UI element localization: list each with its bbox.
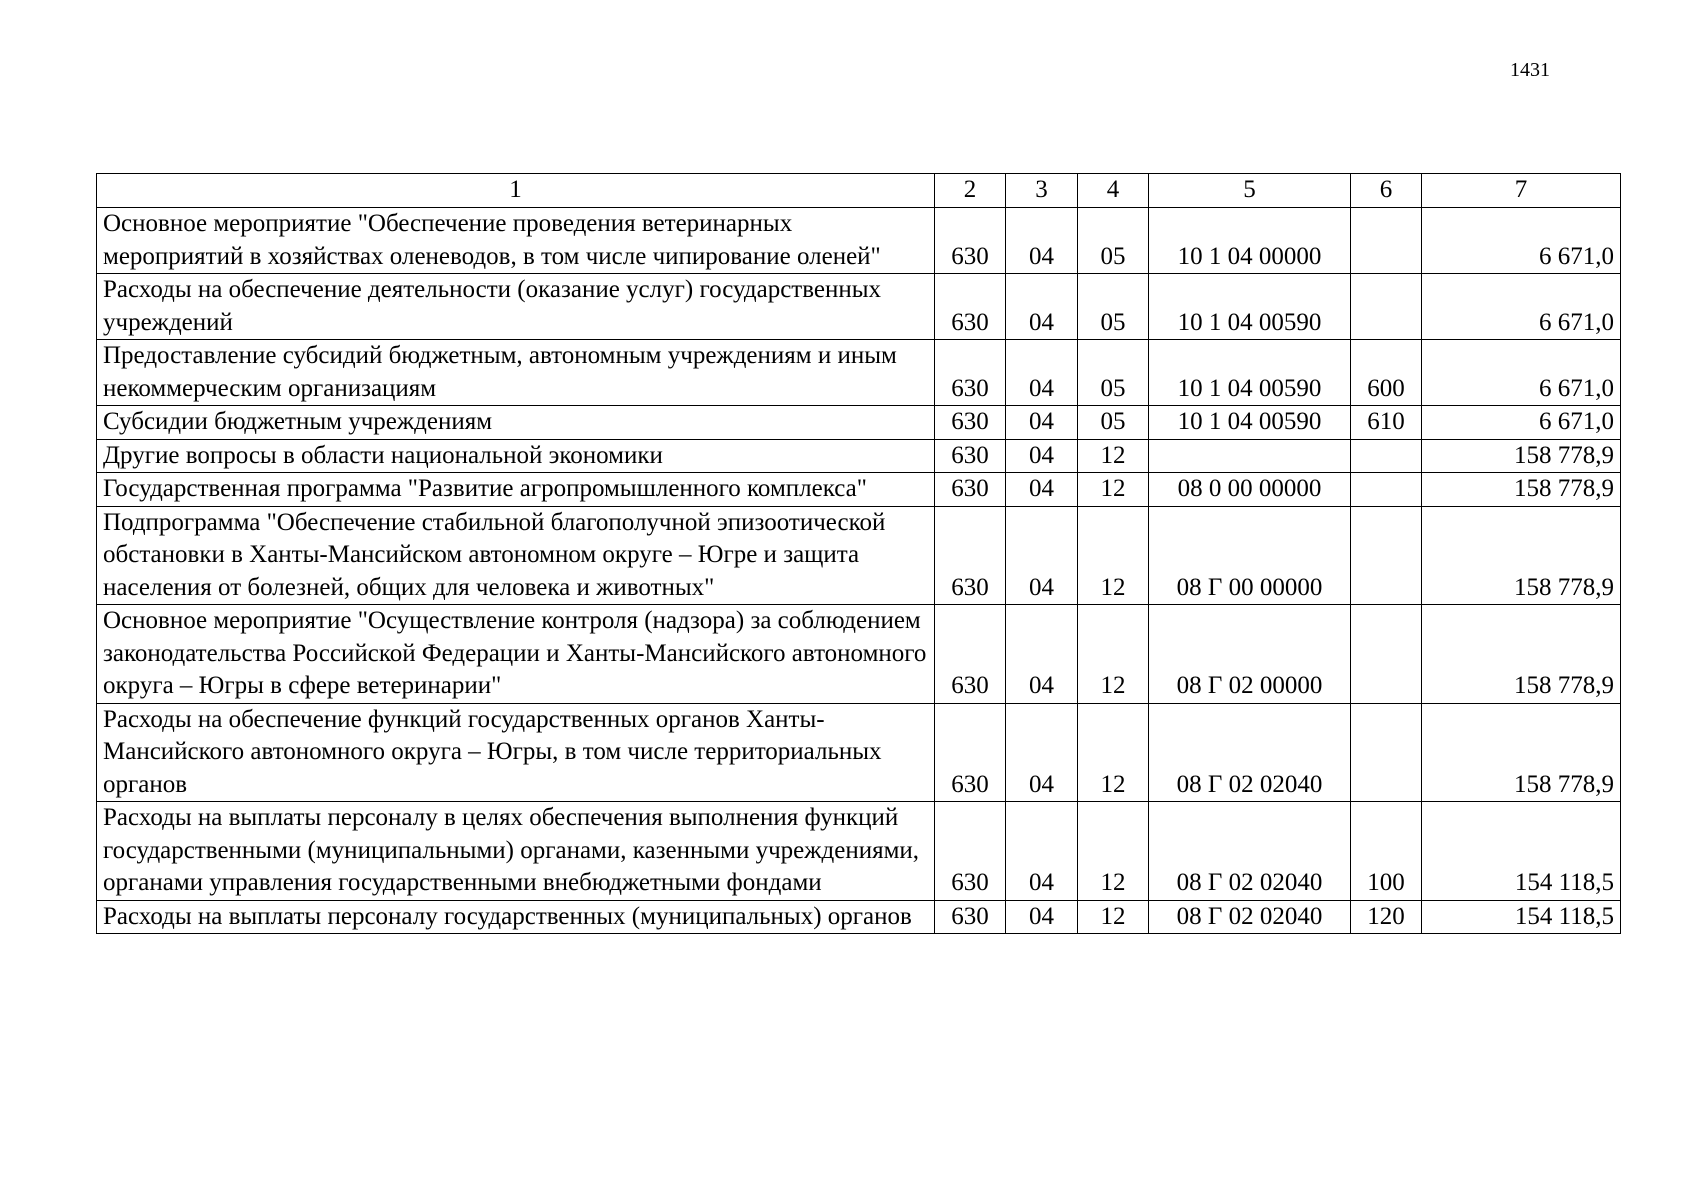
subsection-code: 12 [1078,506,1149,605]
expense-type: 120 [1351,900,1422,934]
section-code: 04 [1006,473,1078,507]
row-description: Расходы на выплаты персоналу государственных (муниципальных) органов [97,900,935,934]
subsection-code: 05 [1078,340,1149,406]
subsection-code: 12 [1078,703,1149,802]
table-row [97,802,1621,901]
amount: 158 778,9 [1422,605,1621,704]
admin-code: 630 [935,703,1006,802]
row-description: Основное мероприятие "Осуществление контроля (надзора) за соблюдением законодательства Российской Федерации и Ханты-Мансийского автономного округа – Югры в сфере ветеринарии" [97,605,935,704]
section-code: 04 [1006,406,1078,440]
section-code: 04 [1006,208,1078,274]
target-article [1149,439,1351,473]
target-article: 08 Г 02 02040 [1149,802,1351,901]
target-article: 10 1 04 00590 [1149,340,1351,406]
subsection-code: 12 [1078,473,1149,507]
table-row [97,439,1621,473]
section-code: 04 [1006,703,1078,802]
expense-type [1351,703,1422,802]
row-description: Основное мероприятие "Обеспечение проведения ветеринарных мероприятий в хозяйствах оленеводов, в том числе чипирование оленей" [97,208,935,274]
column-header: 4 [1078,174,1149,208]
admin-code: 630 [935,439,1006,473]
amount: 158 778,9 [1422,703,1621,802]
table-row [97,703,1621,802]
row-description: Государственная программа "Развитие агропромышленного комплекса" [97,473,935,507]
section-code: 04 [1006,439,1078,473]
column-header: 2 [935,174,1006,208]
subsection-code: 05 [1078,274,1149,340]
target-article: 10 1 04 00000 [1149,208,1351,274]
table-row [97,900,1621,934]
section-code: 04 [1006,900,1078,934]
expense-type [1351,274,1422,340]
row-description: Расходы на выплаты персоналу в целях обеспечения выполнения функций государственными (муниципальными) органами, казенными учреждениями, органами управления государственными внебюджетными фондами [97,802,935,901]
target-article: 10 1 04 00590 [1149,274,1351,340]
budget-table [96,173,1621,934]
row-description: Расходы на обеспечение функций государственных органов Ханты-Мансийского автономного округа – Югры, в том числе территориальных органов [97,703,935,802]
target-article: 08 Г 02 02040 [1149,703,1351,802]
expense-type: 610 [1351,406,1422,440]
target-article: 08 Г 00 00000 [1149,506,1351,605]
column-header: 7 [1422,174,1621,208]
amount: 158 778,9 [1422,473,1621,507]
column-header: 5 [1149,174,1351,208]
row-description: Предоставление субсидий бюджетным, автономным учреждениям и иным некоммерческим организациям [97,340,935,406]
admin-code: 630 [935,900,1006,934]
expense-type [1351,605,1422,704]
row-description: Субсидии бюджетным учреждениям [97,406,935,440]
admin-code: 630 [935,274,1006,340]
admin-code: 630 [935,605,1006,704]
section-code: 04 [1006,605,1078,704]
target-article: 08 Г 02 02040 [1149,900,1351,934]
subsection-code: 05 [1078,208,1149,274]
table-row [97,208,1621,274]
admin-code: 630 [935,473,1006,507]
expense-type [1351,208,1422,274]
column-header: 6 [1351,174,1422,208]
subsection-code: 12 [1078,439,1149,473]
column-header: 1 [97,174,935,208]
target-article: 08 0 00 00000 [1149,473,1351,507]
amount: 6 671,0 [1422,208,1621,274]
table-row [97,340,1621,406]
page-number: 1431 [1510,59,1550,81]
subsection-code: 05 [1078,406,1149,440]
row-description: Расходы на обеспечение деятельности (оказание услуг) государственных учреждений [97,274,935,340]
section-code: 04 [1006,340,1078,406]
section-code: 04 [1006,274,1078,340]
amount: 6 671,0 [1422,406,1621,440]
expense-type [1351,473,1422,507]
expense-type: 600 [1351,340,1422,406]
amount: 6 671,0 [1422,340,1621,406]
amount: 158 778,9 [1422,439,1621,473]
expense-type: 100 [1351,802,1422,901]
admin-code: 630 [935,208,1006,274]
subsection-code: 12 [1078,900,1149,934]
table-row [97,274,1621,340]
target-article: 08 Г 02 00000 [1149,605,1351,704]
admin-code: 630 [935,406,1006,440]
section-code: 04 [1006,802,1078,901]
section-code: 04 [1006,506,1078,605]
target-article: 10 1 04 00590 [1149,406,1351,440]
expense-type [1351,506,1422,605]
admin-code: 630 [935,340,1006,406]
amount: 158 778,9 [1422,506,1621,605]
table-row [97,506,1621,605]
subsection-code: 12 [1078,802,1149,901]
table-row [97,406,1621,440]
column-header: 3 [1006,174,1078,208]
row-description: Подпрограмма "Обеспечение стабильной благополучной эпизоотической обстановки в Ханты-Мансийском автономном округе – Югре и защита населения от болезней, общих для человека и животных" [97,506,935,605]
row-description: Другие вопросы в области национальной экономики [97,439,935,473]
table-row [97,605,1621,704]
admin-code: 630 [935,506,1006,605]
subsection-code: 12 [1078,605,1149,704]
amount: 154 118,5 [1422,900,1621,934]
amount: 6 671,0 [1422,274,1621,340]
table-row [97,473,1621,507]
header-row [97,174,1621,208]
admin-code: 630 [935,802,1006,901]
amount: 154 118,5 [1422,802,1621,901]
expense-type [1351,439,1422,473]
